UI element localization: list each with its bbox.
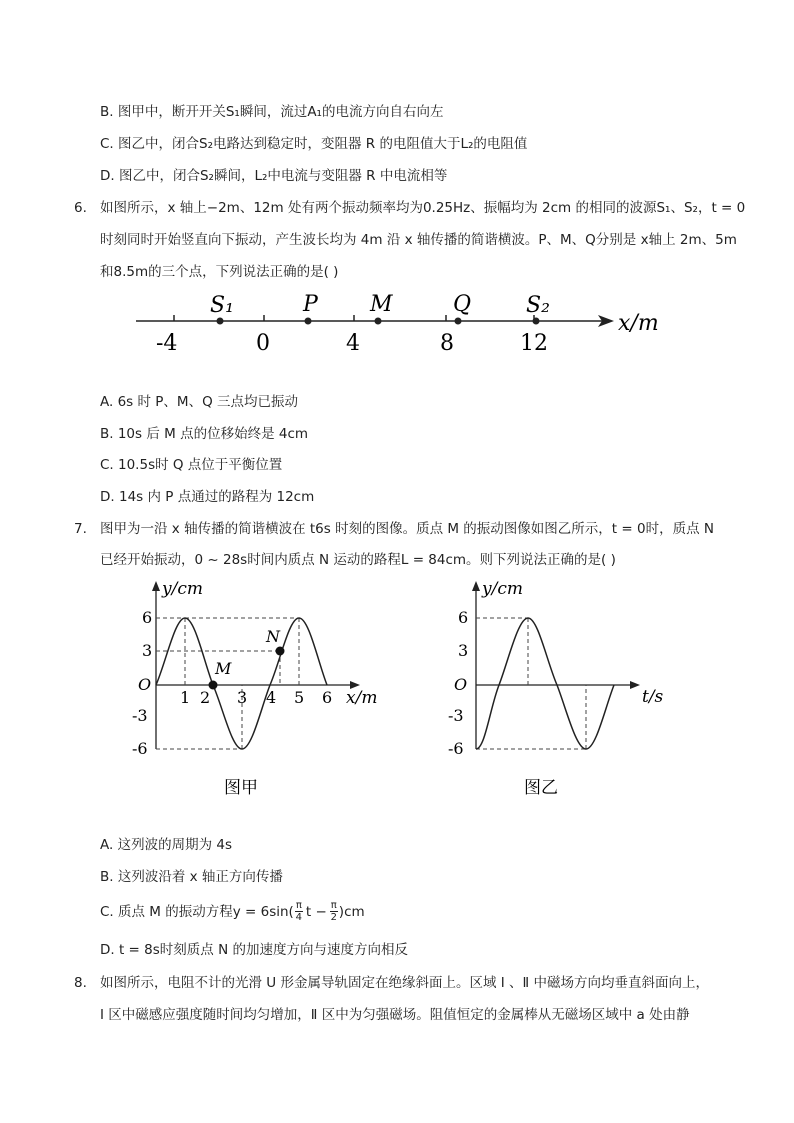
wave-curve [156, 618, 327, 749]
guide-trough [156, 685, 242, 749]
x-tick-label: 3 [237, 688, 248, 707]
y-axis-label: y/cm [482, 579, 523, 599]
axis-label: x/m [618, 311, 659, 336]
question-6-option-c: C. 10.5s时 Q 点位于平衡位置 [100, 457, 283, 473]
vibration-curve [476, 618, 614, 749]
y-tick-label: -6 [132, 739, 148, 758]
q5-option-d: D. 图乙中，闭合S₂瞬间，L₂中电流与变阻器 R 中电流相等 [100, 168, 448, 184]
figure-jia [128, 575, 388, 800]
guide-trough [476, 685, 586, 749]
y-tick-label: -3 [132, 706, 148, 725]
point-s2-dot [533, 318, 540, 325]
figure-caption: 图乙 [524, 778, 558, 798]
point-p-label: P [303, 292, 318, 317]
y-tick-label: -6 [448, 739, 464, 758]
fraction-pi-over-4 [295, 900, 303, 923]
question-6-stem-line-3: 和8.5m的三个点，下列说法正确的是( ) [100, 264, 339, 280]
question-6-number: 6. [74, 200, 87, 216]
figure-yi [436, 575, 676, 800]
question-7-option-b: B. 这列波沿着 x 轴正方向传播 [100, 869, 283, 885]
y-tick-label: 3 [458, 641, 469, 660]
tick-label: 4 [346, 331, 360, 356]
question-8-stem-line-2: Ⅰ 区中磁感应强度随时间均匀增加，Ⅱ 区中为匀强磁场。阻值恒定的金属棒从无磁场区域中 a 处由静 [100, 1007, 690, 1023]
y-axis-arrow [152, 581, 160, 591]
y-tick-label: -3 [448, 706, 464, 725]
point-n-label: N [266, 627, 280, 646]
question-7-stem-line-2: 已经开始振动，0 ~ 28s时间内质点 N 运动的路程L = 84cm。则下列说法正确的是( ) [100, 552, 616, 568]
question-6-option-b: B. 10s 后 M 点的位移始终是 4cm [100, 426, 309, 442]
fraction-pi-over-2 [330, 900, 338, 923]
point-q-label: Q [453, 292, 472, 317]
question-6-axis-figure [130, 284, 670, 356]
y-axis-arrow [472, 581, 480, 591]
t-axis-arrow [630, 681, 640, 689]
point-s1-label: S₁ [210, 293, 234, 318]
y-axis-label: y/cm [162, 579, 203, 599]
x-tick-label: 6 [322, 688, 333, 707]
origin-label: O [138, 675, 152, 694]
tick-label: 8 [440, 331, 454, 356]
point-q-dot [455, 318, 462, 325]
y-tick-label: 3 [142, 641, 153, 660]
origin-label: O [454, 675, 468, 694]
question-8-number: 8. [74, 975, 87, 991]
q5-option-b: B. 图甲中，断开开关S₁瞬间，流过A₁的电流方向自右向左 [100, 104, 444, 120]
x-axis-label: x/m [346, 688, 378, 708]
point-s2-label: S₂ [526, 293, 550, 318]
fraction-numerator: π [295, 900, 302, 911]
point-s1-dot [217, 318, 224, 325]
question-7-option-a: A. 这列波的周期为 4s [100, 837, 232, 853]
question-7-option-d: D. t = 8s时刻质点 N 的加速度方向与速度方向相反 [100, 942, 408, 958]
tick-label: 0 [256, 331, 270, 356]
q5-option-c: C. 图乙中，闭合S₂电路达到稳定时，变阻器 R 的电阻值大于L₂的电阻值 [100, 136, 528, 152]
question-6-stem-line-1: 如图所示，x 轴上−2m、12m 处有两个振动频率均为0.25Hz、振幅均为 2cm 的相同的波源S₁、S₂，t = 0 [100, 200, 746, 216]
point-n-dot [276, 647, 285, 656]
fraction-denominator: 4 [295, 912, 303, 923]
point-m-label: M [370, 292, 393, 317]
t-axis-label: t/s [642, 687, 664, 707]
figure-caption: 图甲 [224, 778, 258, 798]
question-7-stem-line-1: 图甲为一沿 x 轴传播的简谐横波在 t6s 时刻的图像。质点 M 的振动图像如图乙所示，t = 0时，质点 N [100, 521, 714, 537]
x-tick-label: 1 [180, 688, 191, 707]
question-6-stem-line-2: 时刻同时开始竖直向下振动，产生波长均为 4m 沿 x 轴传播的简谐横波。P、M、Q分别是 x轴上 2m、5m [100, 232, 737, 248]
y-tick-label: 6 [458, 608, 469, 627]
question-6-option-d: D. 14s 内 P 点通过的路程为 12cm [100, 489, 315, 505]
point-p-dot [305, 318, 312, 325]
x-tick-label: 4 [266, 688, 277, 707]
tick-label: -4 [156, 331, 178, 356]
point-m-dot [375, 318, 382, 325]
question-7-option-c [100, 900, 365, 923]
x-tick-label: 2 [200, 688, 211, 707]
question-6-option-a: A. 6s 时 P、M、Q 三点均已振动 [100, 394, 298, 410]
x-tick-label: 5 [294, 688, 305, 707]
point-m-label: M [215, 659, 232, 678]
question-8-stem-line-1: 如图所示，电阻不计的光滑 U 形金属导轨固定在绝缘斜面上。区域 Ⅰ 、Ⅱ 中磁场方向均垂直斜面向上， [100, 975, 709, 991]
fraction-denominator: 2 [330, 912, 337, 923]
option-c-middle: t − [305, 903, 327, 920]
y-tick-label: 6 [142, 608, 153, 627]
fraction-numerator: π [330, 900, 337, 911]
option-c-suffix: )cm [338, 903, 365, 920]
option-c-prefix: C. 质点 M 的振动方程y = 6sin( [100, 903, 294, 920]
question-7-number: 7. [74, 521, 87, 537]
tick-label: 12 [520, 331, 548, 356]
